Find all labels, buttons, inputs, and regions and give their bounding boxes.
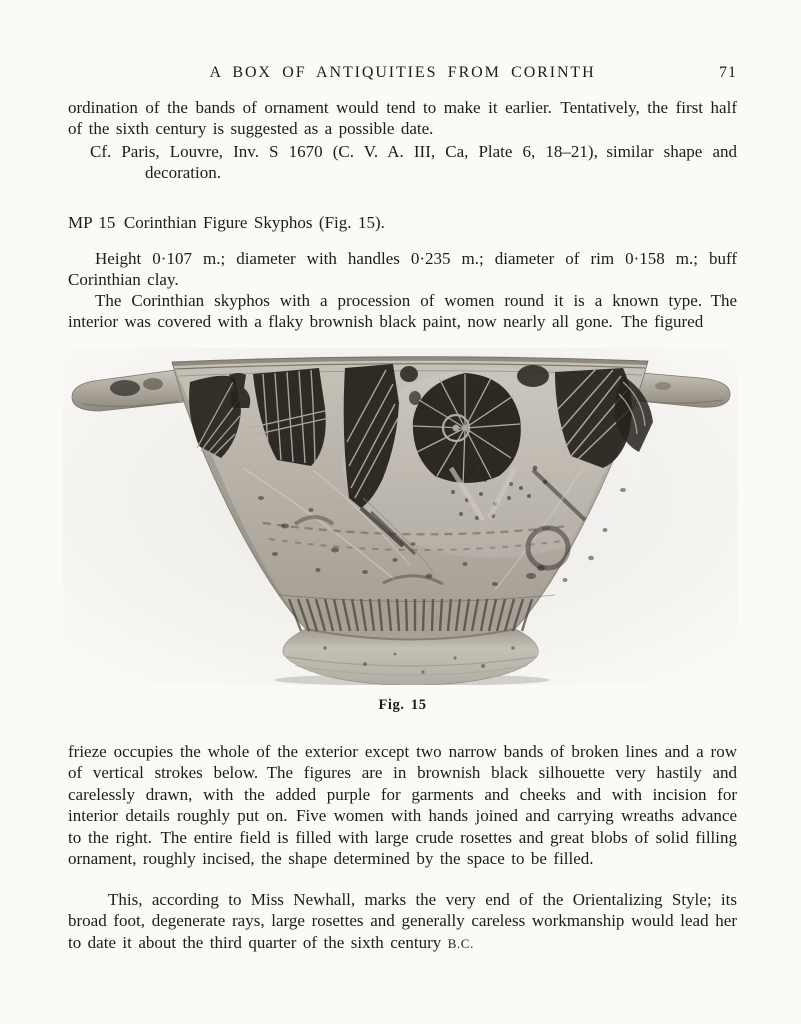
page-number: 71 (719, 64, 737, 81)
figure-caption: Fig. 15 (378, 697, 427, 713)
figure-photo-skyphos (63, 348, 738, 685)
entry-heading: MP 15 Corinthian Figure Skyphos (Fig. 15). (68, 213, 385, 232)
dating-text: This, according to Miss Newhall, marks the very end of the Orientalizing Style; its broad foot, degenerate rays, large rosettes and generally careless workmanship would lead her to date it about the third quarter of the sixth century (68, 890, 737, 952)
paragraph-dating (68, 889, 737, 954)
paragraph-continuation: ordination of the bands of ornament would tend to make it earlier. Tentatively, the first half of the sixth century is suggested as a possible date. (68, 98, 737, 139)
running-head (68, 64, 737, 86)
skyphos-illustration (63, 348, 738, 685)
dating-era: B.C. (447, 935, 474, 951)
citation-block (68, 141, 737, 184)
paragraph-dimensions: Height 0·107 m.; diameter with handles 0·235 m.; diameter of rim 0·158 m.; buff Corinthian clay. (68, 249, 737, 290)
paragraph-frieze: frieze occupies the whole of the exterior except two narrow bands of broken lines and a row of vertical strokes below. The figures are in brownish black silhouette very hastily and carelessly drawn, with the added purple for garments and cheeks and with incision for interior details roughly put on. Five women with hands joined and carrying wreaths advance to the right. The entire field is filled with large crude rosettes and great blobs of solid filling ornament, roughly incised, the shape determined by the space to be filled. (68, 742, 737, 869)
citation-line-1: Cf. Paris, Louvre, Inv. S 1670 (C. V. A. III, Ca, Plate 6, 18–21), similar shape and (90, 142, 737, 161)
page-title: A BOX OF ANTIQUITIES FROM CORINTH (209, 64, 596, 81)
paragraph-description: The Corinthian skyphos with a procession of women round it is a known type. The interior was covered with a flaky brownish black paint, now nearly all gone. The figured (68, 291, 737, 332)
citation-line-2: decoration. (145, 163, 221, 183)
